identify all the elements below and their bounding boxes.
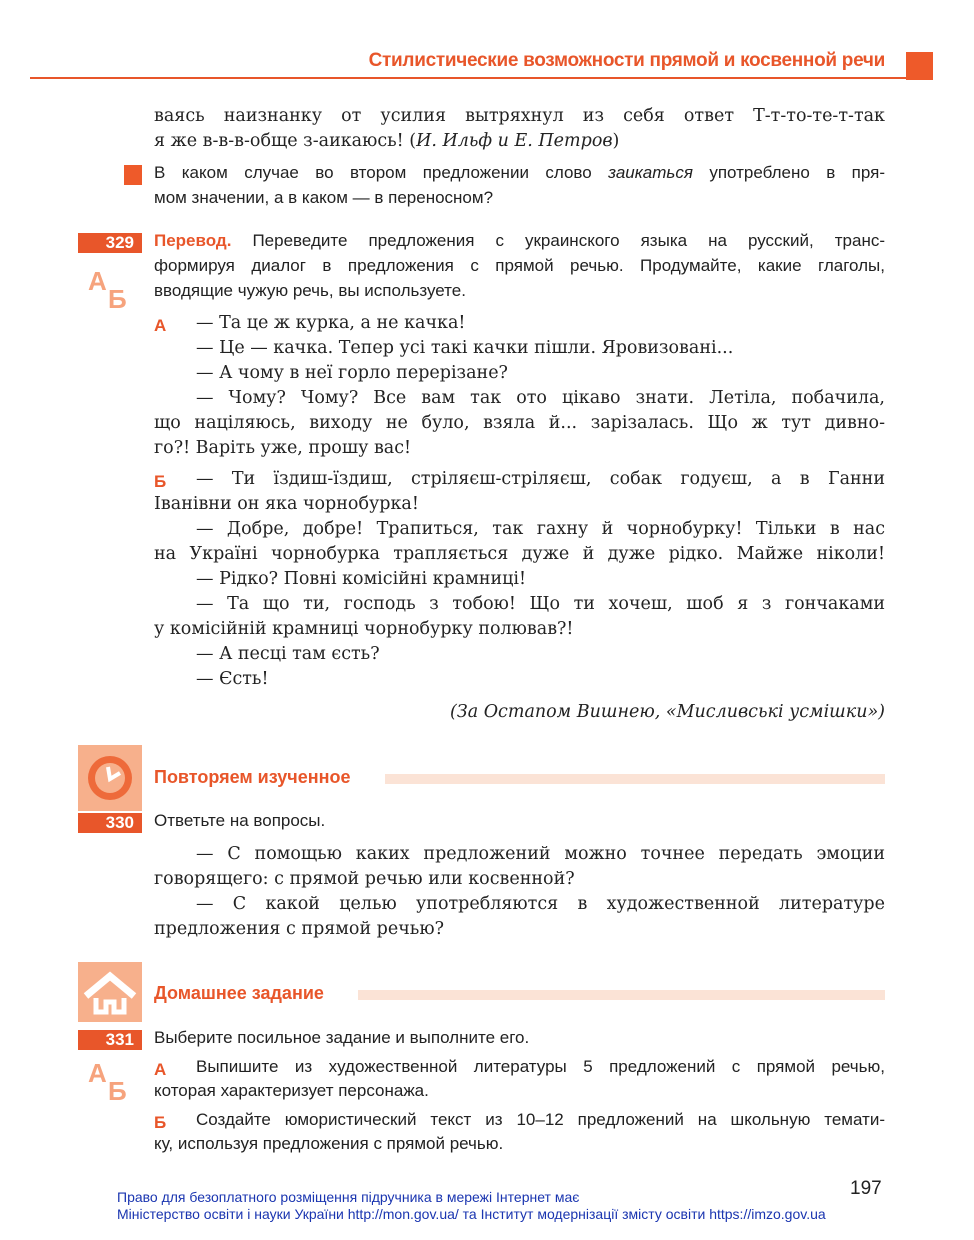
attribution: (За Остапом Вишнею, «Мисливські усмішки») bbox=[449, 702, 885, 722]
footer-links[interactable]: Міністерство освіти і науки України http://mon.gov.ua/ та Інститут модернізації змісту освіти https://imzo.gov.ua bbox=[117, 1206, 826, 1222]
page-number: 197 bbox=[850, 1178, 882, 1199]
dialogue-line: — Рідко? Повні комісійні крамниці! bbox=[196, 569, 527, 589]
ab-b: Б bbox=[108, 1076, 127, 1106]
question-item: — С помощью каких предложений можно точнее передать эмоции bbox=[196, 844, 885, 864]
exercise-number: 331 bbox=[78, 1030, 142, 1050]
intro-close: ) bbox=[612, 131, 620, 151]
dialogue-line: Іванівни он яка чорнобурка! bbox=[154, 494, 419, 514]
dialogue-line: — Чому? Чому? Все вам так ото цікаво знати. Летіла, побачила, bbox=[196, 388, 885, 408]
ab-a: А bbox=[88, 266, 107, 296]
question-line bbox=[154, 163, 885, 188]
footer-line: Право для безоплатного розміщення підручника в мережі Інтернет має bbox=[117, 1189, 580, 1205]
q-emphasis: заикаться bbox=[608, 163, 693, 182]
question-marker bbox=[124, 165, 142, 185]
dialogue-line: — Ти їздиш-їздиш, стріляєш-стріляєш, собак годуєш, а в Ганни bbox=[196, 469, 885, 489]
task-line: Создайте юмористический текст из 10–12 предложений на школьную темати- bbox=[196, 1110, 885, 1129]
header-square bbox=[906, 52, 933, 80]
intro-line: ваясь наизнанку от усилия вытряхнул из себя ответ Т-т-то-те-т-так bbox=[154, 106, 885, 126]
task-line: формируя диалог в предложения с прямой речью. Продумайте, какие глаголы, bbox=[154, 256, 885, 275]
task-line: ку, используя предложения с прямой речью. bbox=[154, 1134, 504, 1153]
task-line: которая характеризует персонажа. bbox=[154, 1081, 429, 1100]
exercise-number: 329 bbox=[78, 233, 142, 253]
dialogue-line: — А чому в неї горло перерізане? bbox=[196, 363, 508, 383]
task-line: Выберите посильное задание и выполните его. bbox=[154, 1028, 530, 1047]
language-ab-icon bbox=[88, 1058, 132, 1106]
variant-letter-b: Б bbox=[154, 1113, 167, 1132]
variant-letter-a: А bbox=[154, 316, 167, 335]
question-item: — С какой целью употребляются в художественной литературе bbox=[196, 894, 885, 914]
dialogue-line: що націляюсь, виходу не було, взяла й... зарізалась. Що ж тут дивно- bbox=[154, 413, 885, 433]
dialogue-line: — Єсть! bbox=[196, 669, 269, 689]
dialogue-line: го?! Варіть уже, прошу вас! bbox=[154, 438, 412, 458]
intro-line bbox=[154, 131, 885, 156]
task-line bbox=[154, 231, 885, 256]
section-title: Домашнее задание bbox=[154, 983, 324, 1003]
dialogue-line: — Та що ти, господь з тобою! Що ти хочеш, шоб я з гончаками bbox=[196, 594, 885, 614]
task-line: Ответьте на вопросы. bbox=[154, 811, 326, 830]
ab-a: А bbox=[88, 1058, 107, 1088]
home-icon bbox=[78, 962, 142, 1022]
review-icon bbox=[78, 745, 142, 811]
intro-text: я же в-в-в-обще з-аикаюсь! ( bbox=[154, 131, 417, 151]
q-text: В каком случае во втором предложении слово bbox=[154, 163, 609, 182]
q-text: употреблено в пря- bbox=[692, 163, 885, 182]
exercise-number: 330 bbox=[78, 813, 142, 833]
dialogue-line: — А песці там єсть? bbox=[196, 644, 380, 664]
section-bar bbox=[385, 774, 885, 784]
section-title: Повторяем изученное bbox=[154, 767, 351, 787]
dialogue-line: на Україні чорнобурка трапляється дуже й дуже рідко. Майже ніколи! bbox=[154, 544, 885, 564]
header-rule bbox=[30, 77, 910, 79]
task-label: Перевод. bbox=[154, 231, 232, 250]
section-bar bbox=[358, 990, 885, 1000]
question-item: предложения с прямой речью? bbox=[154, 919, 444, 939]
question-item: говорящего: с прямой речью или косвенной? bbox=[154, 869, 575, 889]
running-header: Стилистические возможности прямой и косвенной речи bbox=[368, 50, 885, 71]
dialogue-line: — Та це ж курка, а не качка! bbox=[196, 313, 466, 333]
language-ab-icon bbox=[88, 266, 132, 314]
dialogue-line: — Це — качка. Тепер усі такі качки пішли. Яровизовані... bbox=[196, 338, 734, 358]
variant-letter-b: Б bbox=[154, 472, 167, 491]
question-line: мом значении, а в каком — в переносном? bbox=[154, 188, 494, 207]
ab-b: Б bbox=[108, 284, 127, 314]
task-line: Выпишите из художественной литературы 5 предложений с прямой речью, bbox=[196, 1057, 885, 1076]
variant-letter-a: А bbox=[154, 1060, 167, 1079]
dialogue-line: — Добре, добре! Трапиться, так гахну й чорнобурку! Тільки в нас bbox=[196, 519, 885, 539]
intro-author: И. Ильф и Е. Петров bbox=[416, 131, 613, 151]
task-text: Переведите предложения с украинского языка на русский, транс- bbox=[231, 231, 885, 250]
task-line: вводящие чужую речь, вы используете. bbox=[154, 281, 466, 300]
dialogue-line: у комісійній крамниці чорнобурку полював?! bbox=[154, 619, 574, 639]
